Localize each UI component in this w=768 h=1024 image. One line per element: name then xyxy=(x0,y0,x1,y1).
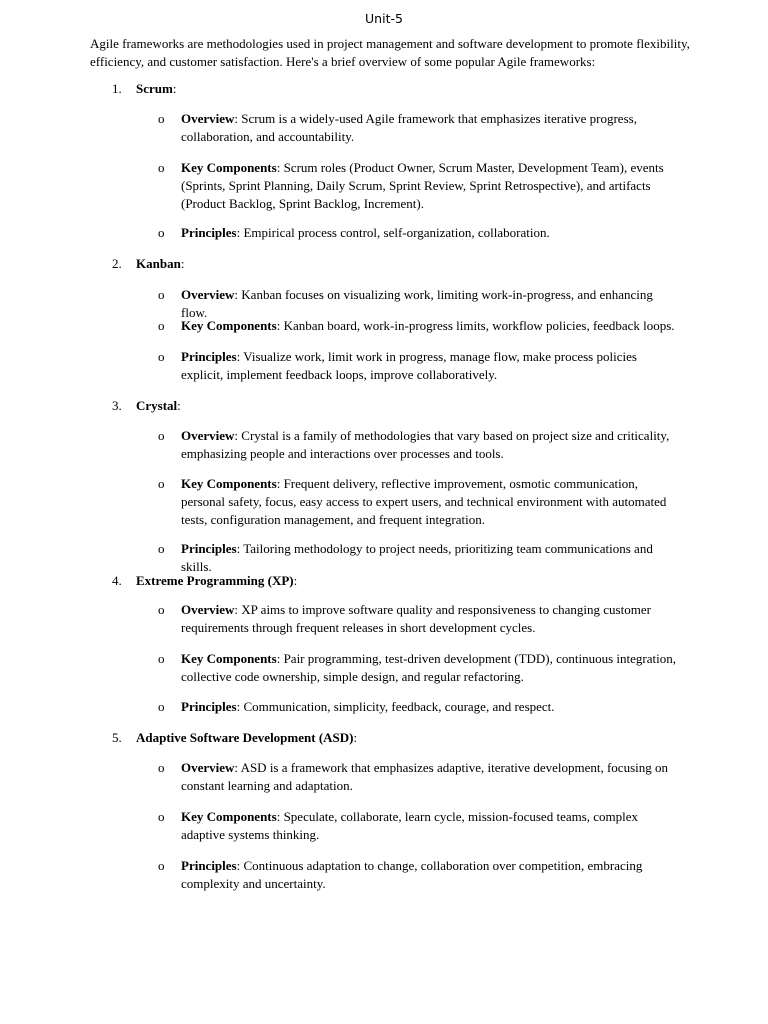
section-number: 2. xyxy=(112,256,122,271)
bullet-body: : Frequent delivery, reflective improvement, osmotic communication, personal safety, focus, easy access to expert users, and technical environment with automated tests, configuration management, and frequent integration. xyxy=(181,476,667,527)
bullet-label: Key Components xyxy=(181,160,277,175)
bullet-body: : Kanban board, work-in-progress limits, workflow policies, feedback loops. xyxy=(276,318,675,333)
bullet-marker: o xyxy=(158,651,165,666)
bullet-body: : Communication, simplicity, feedback, courage, and respect. xyxy=(236,699,555,714)
section-title-text: Crystal xyxy=(136,398,178,413)
bullet-marker: o xyxy=(158,111,165,126)
bullet-label: Key Components xyxy=(181,476,277,491)
section-title: Scrum: xyxy=(136,81,177,96)
bullet-marker: o xyxy=(158,287,165,302)
bullet-label: Overview xyxy=(181,428,235,443)
bullet-body: : Empirical process control, self-organization, collaboration. xyxy=(236,225,550,240)
bullet-text xyxy=(181,159,676,213)
bullet-marker: o xyxy=(158,858,165,873)
bullet-marker: o xyxy=(158,760,165,775)
bullet-marker: o xyxy=(158,225,165,240)
bullet-text xyxy=(181,110,676,146)
bullet-marker: o xyxy=(158,541,165,556)
bullet-body: : Speculate, collaborate, learn cycle, mission-focused teams, complex adaptive systems thinking. xyxy=(181,809,639,842)
section-title-text: Scrum xyxy=(136,81,173,96)
bullet-label: Principles xyxy=(181,349,237,364)
section-number: 5. xyxy=(112,730,122,745)
bullet-label: Principles xyxy=(181,858,237,873)
bullet-text xyxy=(181,540,676,576)
section-number: 3. xyxy=(112,398,122,413)
bullet-marker: o xyxy=(158,160,165,175)
bullet-body: : Pair programming, test-driven development (TDD), continuous integration, collective code ownership, simple design, and regular refactoring. xyxy=(181,651,677,684)
bullet-text xyxy=(181,601,676,637)
bullet-body: : Kanban focuses on visualizing work, limiting work-in-progress, and enhancing flow. xyxy=(181,287,653,320)
intro-paragraph: Agile frameworks are methodologies used in project management and software development to promote flexibility, efficiency, and customer satisfaction. Here's a brief overview of some popular Agile frameworks: xyxy=(90,36,690,69)
section-title: Adaptive Software Development (ASD): xyxy=(136,730,358,745)
bullet-marker: o xyxy=(158,318,165,333)
section-title-text: Adaptive Software Development (ASD) xyxy=(136,730,354,745)
bullet-marker: o xyxy=(158,428,165,443)
bullet-label: Key Components xyxy=(181,809,277,824)
bullet-body: : Visualize work, limit work in progress, manage flow, make process policies explicit, implement feedback loops, improve collaboratively. xyxy=(181,349,637,382)
bullet-text xyxy=(181,857,676,893)
bullet-marker: o xyxy=(158,602,165,617)
bullet-body: : Scrum is a widely-used Agile framework that emphasizes iterative progress, collaboration, and accountability. xyxy=(181,111,637,144)
section-number: 4. xyxy=(112,573,122,588)
section-title-text: Extreme Programming (XP) xyxy=(136,573,294,588)
section-title-text: Kanban xyxy=(136,256,181,271)
bullet-label: Key Components xyxy=(181,651,277,666)
section-title: Kanban: xyxy=(136,256,185,271)
bullet-text xyxy=(181,224,676,242)
bullet-label: Key Components xyxy=(181,318,277,333)
bullet-marker: o xyxy=(158,476,165,491)
section-heading xyxy=(0,255,768,273)
section-heading xyxy=(0,729,768,747)
bullet-text xyxy=(181,317,676,335)
bullet-text xyxy=(181,650,676,686)
bullet-body: : Tailoring methodology to project needs, prioritizing team communications and skills. xyxy=(181,541,653,574)
bullet-body: : Crystal is a family of methodologies that vary based on project size and criticality, emphasizing people and interactions over processes and tools. xyxy=(181,428,670,461)
bullet-text xyxy=(181,698,676,716)
bullet-label: Principles xyxy=(181,541,237,556)
bullet-label: Overview xyxy=(181,760,235,775)
bullet-body: : ASD is a framework that emphasizes adaptive, iterative development, focusing on constant learning and adaptation. xyxy=(181,760,668,793)
bullet-marker: o xyxy=(158,699,165,714)
section-heading xyxy=(0,397,768,415)
bullet-text xyxy=(181,427,676,463)
bullet-body: : XP aims to improve software quality and responsiveness to changing customer requirements through frequent releases in short development cycles. xyxy=(181,602,651,635)
section-number: 1. xyxy=(112,81,122,96)
bullet-text xyxy=(181,475,676,529)
bullet-label: Overview xyxy=(181,602,235,617)
bullet-marker: o xyxy=(158,809,165,824)
section-heading xyxy=(0,572,768,590)
section-heading xyxy=(0,80,768,98)
bullet-body: : Continuous adaptation to change, collaboration over competition, embracing complexity and uncertainty. xyxy=(181,858,643,891)
bullet-text xyxy=(181,759,676,795)
bullet-body: : Scrum roles (Product Owner, Scrum Master, Development Team), events (Sprints, Sprint Planning, Daily Scrum, Sprint Review, Sprint Retrospective), and artifacts (Product Backlog, Sprint Backlog, Increment). xyxy=(181,160,664,211)
bullet-text xyxy=(181,348,676,384)
section-title: Extreme Programming (XP): xyxy=(136,573,298,588)
bullet-text xyxy=(181,808,676,844)
bullet-label: Overview xyxy=(181,287,235,302)
section-title: Crystal: xyxy=(136,398,181,413)
bullet-label: Principles xyxy=(181,699,237,714)
bullet-label: Overview xyxy=(181,111,235,126)
bullet-marker: o xyxy=(158,349,165,364)
bullet-label: Principles xyxy=(181,225,237,240)
page-header-title: Unit-5 xyxy=(365,11,403,26)
